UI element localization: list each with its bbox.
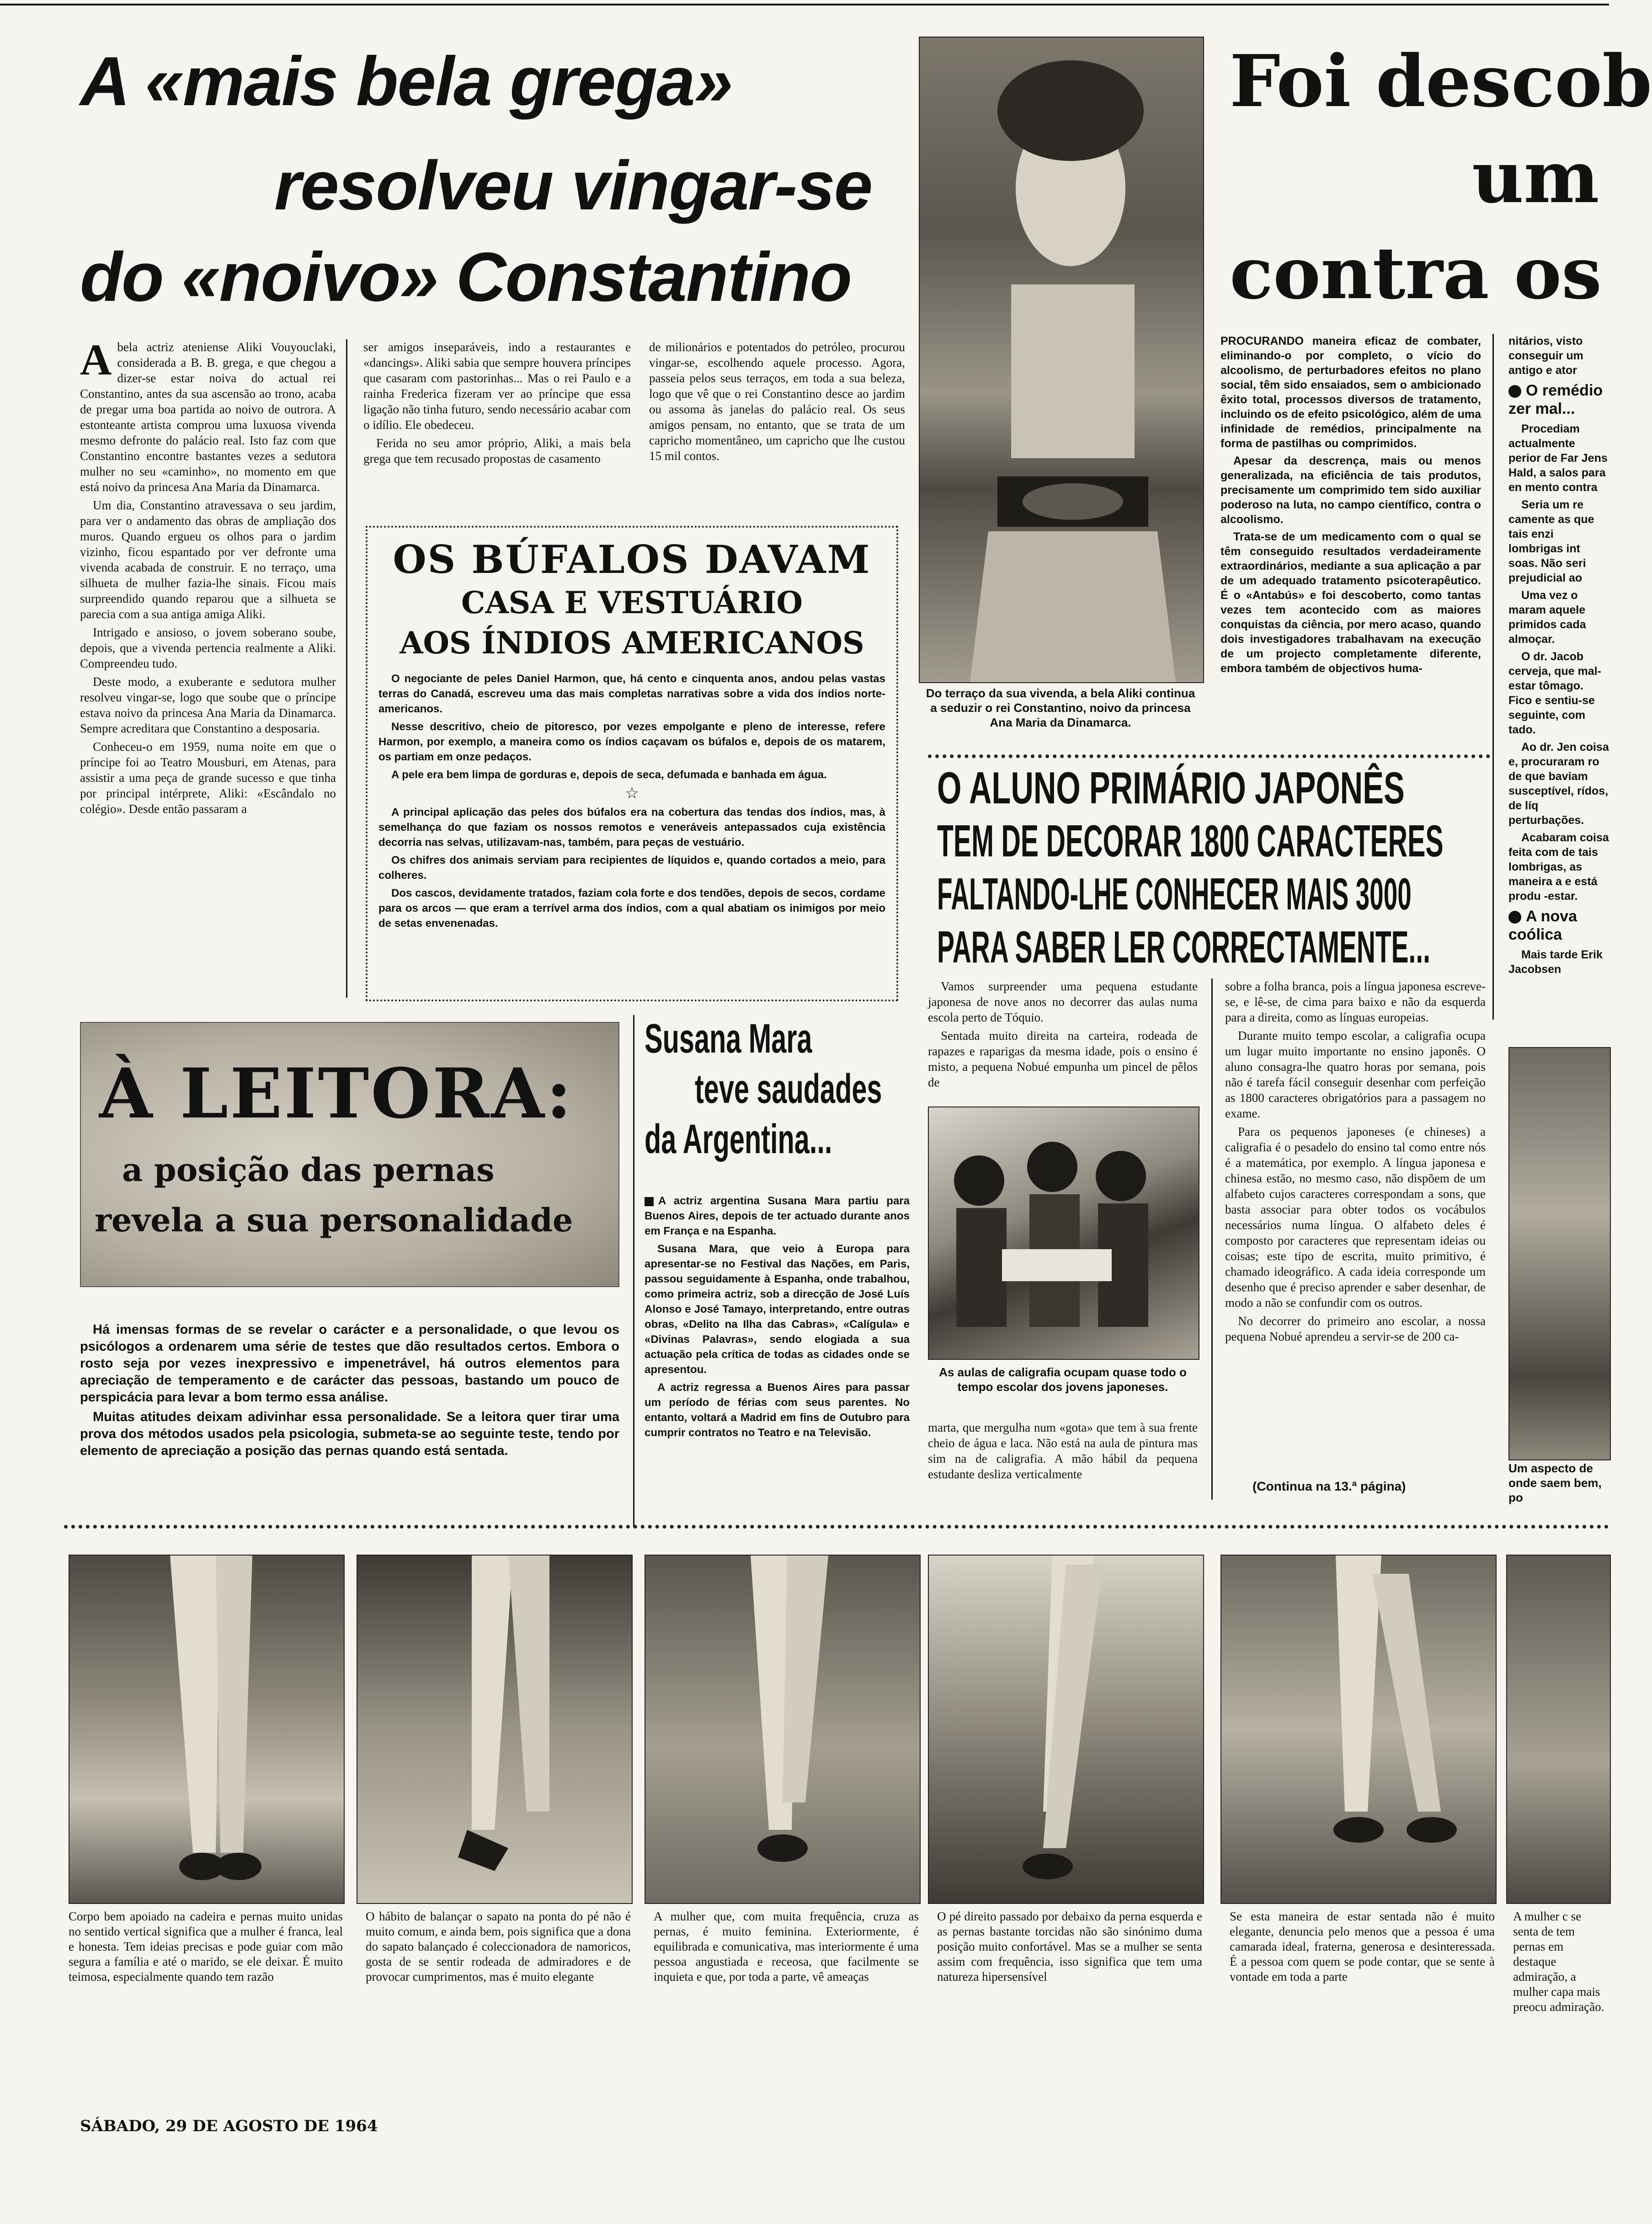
susana-title-3: da Argentina... bbox=[645, 1117, 832, 1162]
bufalos-title-3: AOS ÍNDIOS AMERICANOS bbox=[400, 625, 864, 661]
paragraph: Trata-se de um medicamento com o qual se têm conseguido resultados verdadeiramente extraordinários, mediante a sua aplicação a par de um adequado tratamento psicoterapêutico. É o «Antabús» e foi descoberto, como tantas vezes tem acontecido com as maiores conquistas da ciência, por mero acaso, quando dois investigadores trabalhavam na execução de um projecto completamente diferente, embora também de objectivos huma- bbox=[1220, 530, 1481, 675]
leg-caption-1: Corpo bem apoiado na cadeira e pernas muito unidas no sentido vertical significa que a mulher é franca, leal e honesta. Tem ideias precisas e pode guiar com mão segura a família e até o marido, se ele deixar. É muito teimosa, especialmente quando tem razão bbox=[69, 1909, 343, 1983]
crossed-legs-icon bbox=[69, 1556, 344, 1903]
dotted-separator bbox=[64, 1525, 1609, 1529]
paragraph-text: A actriz argentina Susana Mara partiu para Buenos Aires, depois de ter actuado durante anos em França e na Espanha. bbox=[645, 1195, 910, 1237]
paragraph: Muitas atitudes deixam adivinhar essa personalidade. Se a leitora quer tirar uma prova dos métodos usados pela psicologia, submeta-se ao seguinte teste, tendo por elemento de apreciação a posição das pernas quando está sentada. bbox=[80, 1410, 619, 1458]
bufalos-box bbox=[366, 526, 898, 1001]
dropcap: A bbox=[80, 335, 112, 384]
aliki-photo bbox=[919, 37, 1204, 683]
leitora-title-1: À LEITORA: bbox=[99, 1053, 574, 1134]
continua-note: (Continua na 13.ª página) bbox=[1252, 1479, 1406, 1493]
leitora-intro bbox=[80, 1321, 619, 1532]
leg-photo-2 bbox=[357, 1555, 633, 1904]
dotted-separator bbox=[928, 754, 1490, 758]
bullet-icon bbox=[1508, 911, 1521, 924]
paragraph: bela actriz ateniense Aliki Vouyouclaki, considerada a B. B. grega, e que chegou a dizer-se estar noiva do actual rei Constantino, antes da sua ascensão ao trono, acaba de pregar uma boa partida ao noivo de outrora. A estonteante artista comprou uma luxuosa vivenda mesmo defronte do palácio real. Isto faz com que Constantino encontre bastantes vezes a sedutora mulher no seu «caminho», no momento em que está noivo da princesa Ana Maria da Dinamarca. bbox=[80, 340, 336, 494]
paragraph: Apesar da descrença, mais ou menos generalizada, na eficiência de tais produtos, precisamente um comprimido tem sido auxiliar poderoso na luta, no campo científico, contra o alcoolismo. bbox=[1220, 454, 1481, 526]
paragraph: A pele era bem limpa de gorduras e, depois de seca, defumada e banhada em água. bbox=[391, 769, 827, 781]
paragraph: Durante muito tempo escolar, a caligrafia ocupa um lugar muito importante no ensino japonês. O aluno consagra-lhe quatro horas por semana, pois não é tarefa fácil conseguir desenhar com perfeição as 1800 caracteres obrigatórios para a passagem no exame. bbox=[1225, 1029, 1486, 1120]
crossed-legs-icon bbox=[929, 1556, 1203, 1903]
alcohol-column-1 bbox=[1220, 334, 1481, 745]
aliki-column-1 bbox=[80, 335, 336, 998]
leg-photo-5 bbox=[1220, 1555, 1497, 1904]
leitora-banner bbox=[80, 1022, 619, 1287]
paragraph: Deste modo, a exuberante e sedutora mulher resolveu vingar-se, logo que soube que o príncipe estava noivo da princesa Ana Maria da Dinamarca. Sempre acreditara que Constantino a desposaria. bbox=[80, 675, 336, 735]
woman-portrait-icon bbox=[920, 37, 1203, 682]
paragraph: A principal aplicação das peles dos búfalos era na cobertura das tendas dos índios, mas, à semelhança do que faziam os nossos remotos e veneráveis antepassados cuja existência decorria nas selvas, utilizavam-nas, também, para peças de vestuário. bbox=[378, 806, 885, 849]
susana-title-1: Susana Mara bbox=[645, 1016, 812, 1062]
leg-photo-1 bbox=[69, 1555, 345, 1904]
paragraph: sobre a folha branca, pois a língua japonesa escreve-se, e lê-se, de cima para baixo e não da esquerda para a direita, como as línguas europeias. bbox=[1225, 979, 1486, 1024]
leitora-title-2: a posição das pernas bbox=[122, 1151, 495, 1189]
paragraph: de milionários e potentados do petróleo, procurou vingar-se, escolhendo aquele processo. Agora, passeia pelos seus terraços, em toda a sua beleza, logo que vê que o rei Constantino desce ao jardim ou assoma às janelas do palácio real. Os seus amigos pensam, no entanto, que se trata de um capricho momentâneo, um capricho que lhe custou 15 mil contos. bbox=[649, 340, 905, 463]
footer-date: SÁBADO, 29 DE AGOSTO DE 1964 bbox=[80, 2117, 378, 2135]
paragraph: Um dia, Constantino atravessava o seu jardim, para ver o andamento das obras de ampliação dos muros. Quando ergueu os olhos para o jardim vizinho, ficou espantado por ver defronte uma vivenda acabada de construir. E no terraço, uma silhueta de mulher fazia-lhe sinais. Ficou mais surpreendido quando reparou que a silhueta se parecia com a sua antiga amiga Aliki. bbox=[80, 498, 336, 621]
japones-title-2: TEM DE DECORAR 1800 CARACTERES bbox=[937, 816, 1444, 866]
bufalos-body bbox=[368, 663, 896, 931]
paragraph: Nesse descritivo, cheio de pitoresco, por vezes empolgante e pleno de interesse, refere Harmon, por exemplo, a maneira como os índios caçavam os búfalos e, depois de os matarem, os partiam em onze pedaços. bbox=[378, 721, 885, 763]
column-rule bbox=[1492, 334, 1494, 1020]
leg-photo-6 bbox=[1506, 1555, 1611, 1904]
paragraph: ser amigos inseparáveis, indo a restaurantes e «dancings». Aliki sabia que sempre houvera príncipes que casaram com pastorinhas... Mas o rei Paulo e a rainha Frederica fizeram ver ao príncipe que essa ligação não tinha futuro, sendo necessário acabar com o idílio. Ele obedeceu. bbox=[363, 340, 631, 432]
leg-caption-3: A mulher que, com muita frequência, cruza as pernas, é muito feminina. Exteriormente, é equilibrada e comunicativa, mas interiormente é uma pessoa angustiada e receosa, que facilmente se inquieta e que, por toda a parte, vê ameaças bbox=[654, 1909, 919, 1983]
paragraph: Vamos surpreender uma pequena estudante japonesa de nove anos no decorrer das aulas numa escola perto de Tóquio. bbox=[928, 979, 1198, 1024]
square-bullet-icon bbox=[645, 1197, 654, 1206]
alcohol-column-2 bbox=[1508, 334, 1609, 1010]
paragraph: Conheceu-o em 1959, numa noite em que o príncipe foi ao Teatro Mousburi, em Atenas, para assistir a uma peça de grande sucesso e que tinha por principal intérprete, Aliki: «Escândalo no colégio». Desde então passaram a bbox=[80, 740, 336, 816]
aliki-column-3 bbox=[649, 339, 905, 513]
column-rule bbox=[633, 1015, 634, 1527]
japones-column-1 bbox=[928, 978, 1198, 1102]
leg-photo-3 bbox=[645, 1555, 921, 1904]
susana-body bbox=[645, 1193, 910, 1532]
right-headline-line-3: contra os bbox=[1230, 231, 1602, 315]
subhead-text: O remédio zer mal... bbox=[1508, 382, 1603, 417]
bufalos-title-2: CASA E VESTUÁRIO bbox=[461, 585, 803, 620]
subhead-nova bbox=[1508, 907, 1609, 944]
japones-title-1: O ALUNO PRIMÁRIO JAPONÊS bbox=[937, 763, 1405, 813]
japones-title-3: FALTANDO-LHE CONHECER MAIS 3000 bbox=[937, 869, 1412, 919]
paragraph: Ferida no seu amor próprio, Aliki, a mais bela grega que tem recusado propostas de casamento bbox=[363, 436, 631, 465]
right-headline-line-1: Foi descob bbox=[1230, 39, 1652, 123]
japones-title-4: PARA SABER LER CORRECTAMENTE... bbox=[937, 922, 1430, 972]
aliki-column-2 bbox=[363, 339, 631, 513]
bufalos-title-1: OS BÚFALOS DAVAM bbox=[393, 537, 871, 582]
paragraph: Seria um re camente as que tais enzi lombrigas int soas. Não seri prejudicial ao bbox=[1508, 498, 1594, 584]
headline-line-2: resolveu vingar-se bbox=[274, 147, 872, 225]
paragraph bbox=[645, 1193, 910, 1239]
paragraph: A actriz regressa a Buenos Aires para passar um período de férias com seus parentes. No entanto, voltará a Madrid em fins de Outubro para cumprir contratos no Teatro e na Televisão. bbox=[645, 1381, 910, 1439]
column-rule bbox=[1211, 978, 1213, 1500]
leg-photo-4 bbox=[928, 1555, 1204, 1904]
crossed-legs-icon bbox=[357, 1556, 632, 1903]
subhead-remedio bbox=[1508, 381, 1609, 418]
paragraph: Intrigado e ansioso, o jovem soberano soube, depois, que a vivenda pertencia realmente a Aliki. Compreendeu tudo. bbox=[80, 626, 336, 670]
susana-title-2: teve saudades bbox=[695, 1066, 882, 1112]
leitora-title-3: revela a sua personalidade bbox=[95, 1201, 573, 1239]
paragraph: O negociante de peles Daniel Harmon, que, há cento e cinquenta anos, andou pelas vastas terras do Canadá, escreveu uma das mais completas narrativas sobre a vida dos índios norte-americanos. bbox=[378, 673, 885, 715]
subhead-text: A nova coólica bbox=[1508, 908, 1577, 943]
crowd-photo bbox=[1508, 1047, 1611, 1460]
leg-caption-5: Se esta maneira de estar sentada não é muito elegante, denuncia pelo menos que a pessoa é uma camarada ideal, fraterna, generosa e desinteressada. É a pessoa com quem se pode contar, que se sente à vontade em toda a parte bbox=[1230, 1909, 1495, 1983]
paragraph: Procediam actualmente perior de Far Jens Hald, a salos para en mento contra bbox=[1508, 422, 1608, 494]
paragraph: Para os pequenos japoneses (e chineses) a caligrafia é o pesadelo do ensino tal como entre nós é a matemática, por exemplo. A língua japonesa e chinesa estão, no mesmo caso, não dispõem de um alfabeto cujos caracteres correspondam a sons, que basta associar para obter todos os vocábulos necessários numa língua. O alfabeto deles é composto por caracteres que representam ideias ou coisas; este tipo de escrita, muito primitivo, é chamado ideográfico. A cada ideia corresponde um desenho que é preciso aprender e saber desenhar, de modo a não se confundir com os outros. bbox=[1225, 1125, 1486, 1310]
headline-line-1: A «mais bela grega» bbox=[80, 43, 732, 120]
paragraph: Mais tarde Erik Jacobsen bbox=[1508, 948, 1603, 976]
paragraph: Ao dr. Jen coisa e, procuraram ro de que baviam susceptível, rídos, de líq perturbações. bbox=[1508, 741, 1609, 827]
japones-column-2 bbox=[1225, 978, 1486, 1472]
leg-caption-4: O pé direito passado por debaixo da perna esquerda e as pernas bastante torcidas não são sinónimo duma posição muito confortável. Mas se a mulher se senta assim com frequência, isso significa que tem uma natureza hipersensível bbox=[937, 1909, 1202, 1983]
crossed-legs-icon bbox=[645, 1556, 920, 1903]
right-headline-line-2: um bbox=[1472, 135, 1599, 219]
japones-column-1b bbox=[928, 1420, 1198, 1502]
headline-line-3: do «noivo» Constantino bbox=[80, 238, 852, 316]
aliki-photo-caption: Do terraço da sua vivenda, a bela Aliki continua a seduzir o rei Constantino, noivo da princesa Ana Maria da Dinamarca. bbox=[926, 686, 1195, 729]
leg-caption-6: A mulher c se senta de tem pernas em destaque admiração, a mulher capa mais preocu admiração. bbox=[1513, 1909, 1604, 2014]
star-divider: ☆ bbox=[625, 785, 639, 802]
paragraph: Susana Mara, que veio à Europa para apresentar-se no Festival das Nações, em Paris, passou seguidamente à Espanha, onde trabalhou, como primeira actriz, sob a direcção de José Luís Alonso e José Tamayo, interpretando, entre outras obras, «Delito na Ilha das Cabras», «Calígula» e «Divinas Palavras», sendo elogiada a sua actuação pela crítica de todas as cidades onde se apresentou. bbox=[645, 1243, 910, 1376]
japanese-students-photo bbox=[928, 1107, 1199, 1360]
paragraph: O dr. Jacob cerveja, que mal-estar tômago. Fico e sentiu-se seguinte, com tado. bbox=[1508, 650, 1601, 736]
paragraph: Acabaram coisa feita com de tais lombrigas, as maneira a e está produ -estar. bbox=[1508, 831, 1609, 903]
crossed-legs-icon bbox=[1221, 1556, 1496, 1903]
leg-caption-2: O hábito de balançar o sapato na ponta do pé não é muito comum, e ainda bem, pois significa que a dona do sapato balançado é coleccionadora de namoricos, gosta de se sentir rodeada de admiradores e de provocar cumprimentos, mas é muito elegante bbox=[366, 1909, 631, 1983]
paragraph: Sentada muito direita na carteira, rodeada de rapazes e raparigas da mesma idade, pois o ensino é misto, a pequena Nobué empunha um pincel de pêlos de bbox=[928, 1029, 1198, 1089]
students-icon bbox=[929, 1107, 1199, 1359]
paragraph: Os chifres dos animais serviam para recipientes de líquidos e, quando cortados a meio, para colheres. bbox=[378, 854, 885, 882]
japones-photo-caption: As aulas de caligrafia ocupam quase todo o tempo escolar dos jovens japoneses. bbox=[939, 1365, 1187, 1394]
crowd-photo-caption: Um aspecto de onde saem bem, po bbox=[1508, 1461, 1602, 1504]
paragraph: Dos cascos, devidamente tratados, faziam cola forte e dos tendões, depois de secos, cordame para os arcos — que eram a terrível arma dos índios, com a qual abatiam os inimigos por meio de setas envenenadas. bbox=[378, 887, 885, 930]
top-rule bbox=[0, 4, 1609, 5]
paragraph: Há imensas formas de se revelar o carácter e a personalidade, o que levou os psicólogos a ordenarem uma série de testes que dão resultados certos. Embora o rosto seja por vezes inexpressivo e impenetrável, há outros elementos para apreciação de temperamento e de carácter das pessoas, bastando um pouco de perspicácia para levar a bom termo essa análise. bbox=[80, 1322, 619, 1405]
paragraph: marta, que mergulha num «gota» que tem à sua frente cheio de água e laca. Não está na aula de pintura mas sim na de caligrafia. A mão hábil da pequena estudante desliza verticalmente bbox=[928, 1421, 1198, 1481]
paragraph: nitários, visto conseguir um antigo e ator bbox=[1508, 335, 1583, 377]
bullet-icon bbox=[1508, 385, 1521, 398]
paragraph: No decorrer do primeiro ano escolar, a nossa pequena Nobué aprendeu a servir-se de 200 ca- bbox=[1225, 1314, 1486, 1343]
column-rule bbox=[346, 339, 347, 998]
paragraph: Uma vez o maram aquele primidos cada almoçar. bbox=[1508, 589, 1586, 646]
paragraph: PROCURANDO maneira eficaz de combater, eliminando-o por completo, o vício do alcoolismo, de perturbadores efeitos no plano social, têm sido ensaiados, sem o ambicionado êxito total, processos diversos de tratamento, incluindo os de efeito psicológico, além de uma infinidade de remédios, principalmente na forma de pastilhas ou comprimidos. bbox=[1220, 335, 1481, 450]
